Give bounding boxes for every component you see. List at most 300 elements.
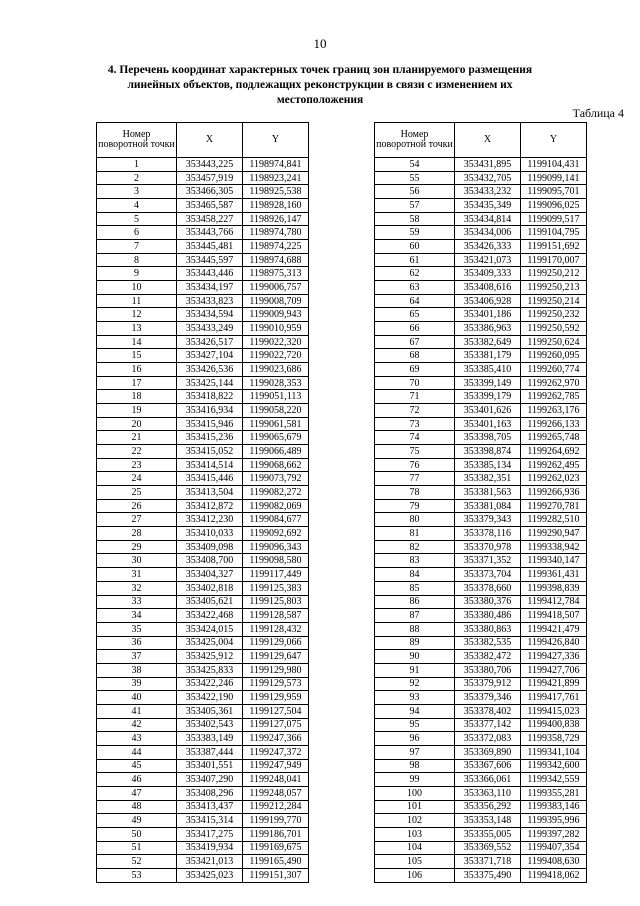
- table-row: [375, 294, 587, 308]
- cell-point-number: 16: [97, 363, 177, 377]
- cell-x: 353353,148: [455, 814, 521, 828]
- cell-point-number: 74: [375, 431, 455, 445]
- cell-y: 1199361,431: [521, 568, 587, 582]
- table-row: [375, 827, 587, 841]
- cell-y: 1199250,213: [521, 281, 587, 295]
- table-row: [375, 814, 587, 828]
- cell-x: 353466,305: [177, 185, 243, 199]
- cell-x: 353422,190: [177, 691, 243, 705]
- column-header-y: Y: [243, 123, 309, 158]
- table-row: [97, 745, 309, 759]
- cell-x: 353421,013: [177, 855, 243, 869]
- column-header-y: Y: [521, 123, 587, 158]
- cell-point-number: 21: [97, 431, 177, 445]
- cell-point-number: 39: [97, 677, 177, 691]
- cell-x: 353445,597: [177, 253, 243, 267]
- table-label: Таблица 4: [572, 106, 624, 120]
- cell-x: 353398,874: [455, 445, 521, 459]
- table-row: [97, 650, 309, 664]
- cell-y: 1199186,701: [243, 827, 309, 841]
- table-row: [375, 458, 587, 472]
- page-number: 10: [313, 36, 327, 51]
- cell-x: 353408,700: [177, 554, 243, 568]
- cell-point-number: 33: [97, 595, 177, 609]
- cell-point-number: 23: [97, 458, 177, 472]
- table-row: [97, 677, 309, 691]
- cell-point-number: 26: [97, 499, 177, 513]
- cell-point-number: 49: [97, 814, 177, 828]
- table-row: [375, 158, 587, 172]
- cell-x: 353356,292: [455, 800, 521, 814]
- cell-x: 353372,083: [455, 732, 521, 746]
- cell-y: 1199262,785: [521, 390, 587, 404]
- cell-x: 353421,073: [455, 253, 521, 267]
- cell-point-number: 94: [375, 704, 455, 718]
- table-row: [375, 868, 587, 882]
- table-header-row: [375, 123, 587, 158]
- cell-x: 353366,061: [455, 773, 521, 787]
- cell-point-number: 61: [375, 253, 455, 267]
- cell-point-number: 13: [97, 322, 177, 336]
- cell-y: 1199058,220: [243, 404, 309, 418]
- table-row: [375, 786, 587, 800]
- table-row: [97, 390, 309, 404]
- table-row: [97, 294, 309, 308]
- table-row: [97, 472, 309, 486]
- table-row: [375, 308, 587, 322]
- cell-x: 353409,333: [455, 267, 521, 281]
- cell-point-number: 44: [97, 745, 177, 759]
- cell-point-number: 93: [375, 691, 455, 705]
- table-row: [375, 267, 587, 281]
- table-row: [375, 171, 587, 185]
- table-row: [375, 718, 587, 732]
- cell-point-number: 57: [375, 199, 455, 213]
- cell-point-number: 2: [97, 171, 177, 185]
- cell-point-number: 96: [375, 732, 455, 746]
- cell-y: 1198974,225: [243, 240, 309, 254]
- table-row: [375, 691, 587, 705]
- table-row: [97, 732, 309, 746]
- cell-y: 1199260,095: [521, 349, 587, 363]
- cell-y: 1199250,214: [521, 294, 587, 308]
- cell-x: 353422,468: [177, 609, 243, 623]
- table-row: [97, 868, 309, 882]
- cell-y: 1199407,354: [521, 841, 587, 855]
- cell-y: 1199418,062: [521, 868, 587, 882]
- cell-y: 1199082,069: [243, 499, 309, 513]
- cell-point-number: 104: [375, 841, 455, 855]
- cell-point-number: 24: [97, 472, 177, 486]
- cell-y: 1199250,592: [521, 322, 587, 336]
- table-row: [97, 322, 309, 336]
- cell-x: 353419,934: [177, 841, 243, 855]
- cell-point-number: 103: [375, 827, 455, 841]
- cell-x: 353375,490: [455, 868, 521, 882]
- table-row: [97, 458, 309, 472]
- cell-y: 1199170,007: [521, 253, 587, 267]
- cell-x: 353433,823: [177, 294, 243, 308]
- cell-point-number: 87: [375, 609, 455, 623]
- cell-y: 1199104,795: [521, 226, 587, 240]
- table-row: [97, 827, 309, 841]
- table-row: [375, 732, 587, 746]
- table-row: [97, 171, 309, 185]
- table-row: [375, 568, 587, 582]
- table-row: [97, 212, 309, 226]
- table-row: [97, 267, 309, 281]
- cell-y: 1199395,996: [521, 814, 587, 828]
- table-row: [97, 595, 309, 609]
- cell-y: 1199073,792: [243, 472, 309, 486]
- cell-x: 353415,236: [177, 431, 243, 445]
- cell-point-number: 14: [97, 335, 177, 349]
- cell-y: 1199427,336: [521, 650, 587, 664]
- cell-point-number: 97: [375, 745, 455, 759]
- table-row: [97, 445, 309, 459]
- cell-point-number: 36: [97, 636, 177, 650]
- cell-point-number: 25: [97, 486, 177, 500]
- cell-point-number: 56: [375, 185, 455, 199]
- table-row: [375, 855, 587, 869]
- table-row: [375, 595, 587, 609]
- cell-point-number: 65: [375, 308, 455, 322]
- cell-y: 1199250,624: [521, 335, 587, 349]
- cell-x: 353457,919: [177, 171, 243, 185]
- cell-y: 1198925,538: [243, 185, 309, 199]
- coordinates-table-left: [96, 122, 309, 883]
- cell-point-number: 67: [375, 335, 455, 349]
- cell-point-number: 106: [375, 868, 455, 882]
- cell-y: 1199282,510: [521, 513, 587, 527]
- table-header-row: [97, 123, 309, 158]
- cell-point-number: 66: [375, 322, 455, 336]
- cell-y: 1198974,688: [243, 253, 309, 267]
- table-row: [375, 622, 587, 636]
- table-row: [375, 240, 587, 254]
- cell-x: 353379,343: [455, 513, 521, 527]
- cell-y: 1199266,133: [521, 417, 587, 431]
- column-header-x: X: [455, 123, 521, 158]
- table-row: [97, 609, 309, 623]
- cell-x: 353371,718: [455, 855, 521, 869]
- cell-y: 1199264,692: [521, 445, 587, 459]
- cell-x: 353380,376: [455, 595, 521, 609]
- cell-x: 353410,033: [177, 527, 243, 541]
- cell-y: 1199128,432: [243, 622, 309, 636]
- cell-x: 353434,814: [455, 212, 521, 226]
- cell-point-number: 102: [375, 814, 455, 828]
- cell-x: 353407,290: [177, 773, 243, 787]
- table-row: [375, 554, 587, 568]
- cell-y: 1199169,675: [243, 841, 309, 855]
- table-row: [97, 513, 309, 527]
- cell-x: 353382,351: [455, 472, 521, 486]
- cell-x: 353408,296: [177, 786, 243, 800]
- cell-y: 1199125,803: [243, 595, 309, 609]
- cell-x: 353425,023: [177, 868, 243, 882]
- cell-point-number: 12: [97, 308, 177, 322]
- table-row: [375, 581, 587, 595]
- cell-y: 1199128,587: [243, 609, 309, 623]
- table-row: [97, 568, 309, 582]
- cell-y: 1199095,701: [521, 185, 587, 199]
- table-row: [375, 663, 587, 677]
- cell-x: 353409,098: [177, 540, 243, 554]
- cell-x: 353377,142: [455, 718, 521, 732]
- table-row: [97, 349, 309, 363]
- cell-point-number: 85: [375, 581, 455, 595]
- cell-point-number: 19: [97, 404, 177, 418]
- cell-x: 353443,766: [177, 226, 243, 240]
- cell-x: 353422,246: [177, 677, 243, 691]
- cell-point-number: 35: [97, 622, 177, 636]
- table-row: [375, 636, 587, 650]
- cell-y: 1199383,146: [521, 800, 587, 814]
- cell-y: 1199127,504: [243, 704, 309, 718]
- table-row: [375, 349, 587, 363]
- table-row: [97, 773, 309, 787]
- table-row: [375, 376, 587, 390]
- column-header-point-number: Номер поворотной точки: [97, 123, 177, 158]
- cell-point-number: 22: [97, 445, 177, 459]
- cell-point-number: 3: [97, 185, 177, 199]
- cell-y: 1199028,353: [243, 376, 309, 390]
- cell-x: 353415,052: [177, 445, 243, 459]
- cell-x: 353412,872: [177, 499, 243, 513]
- table-row: [97, 855, 309, 869]
- cell-x: 353415,314: [177, 814, 243, 828]
- cell-x: 353380,863: [455, 622, 521, 636]
- cell-point-number: 50: [97, 827, 177, 841]
- cell-x: 353401,186: [455, 308, 521, 322]
- cell-y: 1199022,320: [243, 335, 309, 349]
- cell-point-number: 76: [375, 458, 455, 472]
- cell-y: 1199342,559: [521, 773, 587, 787]
- cell-point-number: 95: [375, 718, 455, 732]
- cell-x: 353402,818: [177, 581, 243, 595]
- cell-x: 353415,946: [177, 417, 243, 431]
- cell-point-number: 90: [375, 650, 455, 664]
- cell-x: 353401,551: [177, 759, 243, 773]
- cell-y: 1199129,573: [243, 677, 309, 691]
- cell-x: 353433,232: [455, 185, 521, 199]
- table-row: [375, 404, 587, 418]
- cell-y: 1199341,104: [521, 745, 587, 759]
- cell-point-number: 46: [97, 773, 177, 787]
- cell-point-number: 11: [97, 294, 177, 308]
- cell-point-number: 43: [97, 732, 177, 746]
- table-row: [97, 404, 309, 418]
- cell-y: 1199051,113: [243, 390, 309, 404]
- cell-point-number: 51: [97, 841, 177, 855]
- cell-y: 1199262,023: [521, 472, 587, 486]
- cell-point-number: 17: [97, 376, 177, 390]
- cell-point-number: 60: [375, 240, 455, 254]
- cell-point-number: 69: [375, 363, 455, 377]
- cell-x: 353413,437: [177, 800, 243, 814]
- cell-x: 353425,833: [177, 663, 243, 677]
- cell-y: 1199398,839: [521, 581, 587, 595]
- table-row: [97, 240, 309, 254]
- table-row: [375, 841, 587, 855]
- table-row: [97, 759, 309, 773]
- cell-point-number: 63: [375, 281, 455, 295]
- cell-point-number: 84: [375, 568, 455, 582]
- cell-x: 353458,227: [177, 212, 243, 226]
- cell-x: 353433,249: [177, 322, 243, 336]
- cell-x: 353367,606: [455, 759, 521, 773]
- table-row: [375, 650, 587, 664]
- cell-x: 353432,705: [455, 171, 521, 185]
- cell-y: 1199262,970: [521, 376, 587, 390]
- cell-y: 1198974,780: [243, 226, 309, 240]
- cell-y: 1199212,284: [243, 800, 309, 814]
- table-row: [97, 363, 309, 377]
- cell-point-number: 71: [375, 390, 455, 404]
- table-row: [97, 841, 309, 855]
- cell-y: 1199104,431: [521, 158, 587, 172]
- cell-point-number: 68: [375, 349, 455, 363]
- table-row: [375, 185, 587, 199]
- table-row: [97, 253, 309, 267]
- table-row: [375, 390, 587, 404]
- cell-y: 1199397,282: [521, 827, 587, 841]
- cell-y: 1199023,686: [243, 363, 309, 377]
- table-row: [97, 185, 309, 199]
- table-row: [375, 253, 587, 267]
- cell-y: 1199421,899: [521, 677, 587, 691]
- cell-x: 353381,084: [455, 499, 521, 513]
- cell-point-number: 34: [97, 609, 177, 623]
- cell-x: 353370,978: [455, 540, 521, 554]
- cell-x: 353386,963: [455, 322, 521, 336]
- cell-y: 1199270,781: [521, 499, 587, 513]
- cell-x: 353425,144: [177, 376, 243, 390]
- cell-y: 1199427,706: [521, 663, 587, 677]
- cell-x: 353373,704: [455, 568, 521, 582]
- cell-x: 353426,536: [177, 363, 243, 377]
- table-row: [375, 226, 587, 240]
- table-row: [97, 718, 309, 732]
- cell-y: 1199415,023: [521, 704, 587, 718]
- cell-x: 353355,005: [455, 827, 521, 841]
- cell-x: 353465,587: [177, 199, 243, 213]
- cell-x: 353387,444: [177, 745, 243, 759]
- cell-x: 353371,352: [455, 554, 521, 568]
- cell-x: 353378,116: [455, 527, 521, 541]
- cell-x: 353398,705: [455, 431, 521, 445]
- cell-point-number: 62: [375, 267, 455, 281]
- cell-y: 1199358,729: [521, 732, 587, 746]
- cell-y: 1199262,495: [521, 458, 587, 472]
- cell-y: 1199408,630: [521, 855, 587, 869]
- cell-x: 353382,649: [455, 335, 521, 349]
- cell-x: 353378,660: [455, 581, 521, 595]
- table-row: [375, 445, 587, 459]
- cell-x: 353405,621: [177, 595, 243, 609]
- cell-y: 1199266,936: [521, 486, 587, 500]
- cell-point-number: 1: [97, 158, 177, 172]
- cell-point-number: 29: [97, 540, 177, 554]
- cell-point-number: 83: [375, 554, 455, 568]
- cell-point-number: 73: [375, 417, 455, 431]
- cell-y: 1199342,600: [521, 759, 587, 773]
- cell-point-number: 54: [375, 158, 455, 172]
- cell-y: 1199092,692: [243, 527, 309, 541]
- table-row: [375, 322, 587, 336]
- cell-point-number: 105: [375, 855, 455, 869]
- cell-x: 353402,543: [177, 718, 243, 732]
- cell-point-number: 37: [97, 650, 177, 664]
- cell-y: 1199151,307: [243, 868, 309, 882]
- cell-point-number: 101: [375, 800, 455, 814]
- cell-x: 353382,535: [455, 636, 521, 650]
- cell-y: 1199098,580: [243, 554, 309, 568]
- cell-point-number: 88: [375, 622, 455, 636]
- cell-x: 353379,912: [455, 677, 521, 691]
- cell-x: 353417,275: [177, 827, 243, 841]
- table-row: [97, 199, 309, 213]
- cell-y: 1199117,449: [243, 568, 309, 582]
- cell-x: 353385,134: [455, 458, 521, 472]
- cell-x: 353416,934: [177, 404, 243, 418]
- cell-point-number: 91: [375, 663, 455, 677]
- cell-point-number: 77: [375, 472, 455, 486]
- cell-point-number: 58: [375, 212, 455, 226]
- cell-point-number: 28: [97, 527, 177, 541]
- table-row: [375, 677, 587, 691]
- cell-x: 353435,349: [455, 199, 521, 213]
- cell-point-number: 86: [375, 595, 455, 609]
- cell-point-number: 8: [97, 253, 177, 267]
- cell-y: 1199248,057: [243, 786, 309, 800]
- cell-y: 1199340,147: [521, 554, 587, 568]
- table-row: [375, 759, 587, 773]
- cell-x: 353406,928: [455, 294, 521, 308]
- cell-x: 353408,616: [455, 281, 521, 295]
- table-row: [375, 704, 587, 718]
- cell-x: 353443,225: [177, 158, 243, 172]
- cell-point-number: 48: [97, 800, 177, 814]
- cell-x: 353418,822: [177, 390, 243, 404]
- cell-y: 1199165,490: [243, 855, 309, 869]
- table-row: [97, 554, 309, 568]
- cell-point-number: 98: [375, 759, 455, 773]
- table-row: [375, 281, 587, 295]
- cell-point-number: 31: [97, 568, 177, 582]
- cell-point-number: 40: [97, 691, 177, 705]
- cell-point-number: 18: [97, 390, 177, 404]
- cell-x: 353434,594: [177, 308, 243, 322]
- table-row: [97, 486, 309, 500]
- cell-x: 353426,517: [177, 335, 243, 349]
- cell-y: 1199400,838: [521, 718, 587, 732]
- cell-y: 1199290,947: [521, 527, 587, 541]
- cell-y: 1199247,949: [243, 759, 309, 773]
- table-row: [97, 622, 309, 636]
- table-row: [97, 663, 309, 677]
- cell-y: 1199084,677: [243, 513, 309, 527]
- cell-point-number: 7: [97, 240, 177, 254]
- cell-point-number: 32: [97, 581, 177, 595]
- cell-point-number: 82: [375, 540, 455, 554]
- cell-y: 1198975,313: [243, 267, 309, 281]
- cell-y: 1199247,372: [243, 745, 309, 759]
- cell-x: 353427,104: [177, 349, 243, 363]
- cell-y: 1198923,241: [243, 171, 309, 185]
- column-header-x: X: [177, 123, 243, 158]
